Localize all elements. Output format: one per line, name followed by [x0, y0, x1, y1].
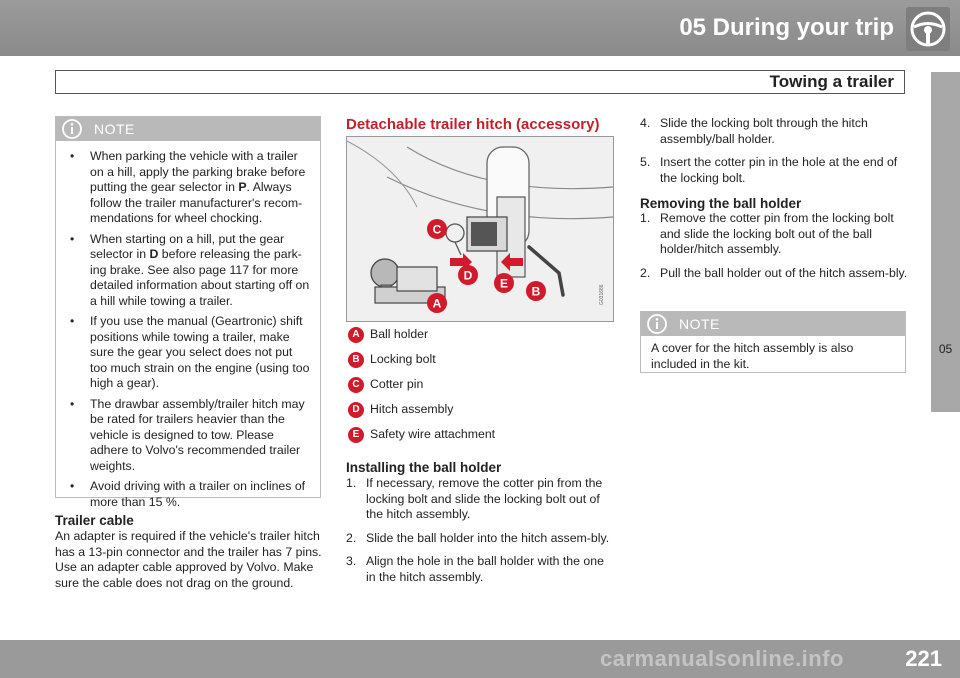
step-item: 2. Slide the ball holder into the hitch assem-bly. [346, 530, 610, 545]
detachable-hitch-heading: Detachable trailer hitch (accessory) [346, 116, 600, 133]
chapter-header-bar [0, 0, 960, 56]
trailer-cable-heading: Trailer cable [55, 513, 134, 528]
continued-steps-section [640, 116, 908, 194]
info-icon [647, 314, 667, 334]
legend-text: Locking bolt [370, 352, 436, 366]
step-item: 1. Remove the cotter pin from the locking bolt and slide the locking bolt out of the ball holder/hitch assembly. [640, 211, 894, 256]
note-box-cover [640, 311, 906, 373]
trailer-cable-section [55, 513, 323, 591]
removing-steps [640, 211, 910, 281]
legend-badge: A [348, 327, 364, 343]
note-bullet: • The drawbar assembly/trailer hitch may be rated for trailers heavier than the vehicle is designed to tow. Please adhere to Volvo's recommended trailer weights. [66, 397, 310, 475]
installing-section [346, 460, 614, 593]
legend-badge: B [348, 352, 364, 368]
figure-label-c: C [432, 222, 442, 237]
step-item: 4. Slide the locking bolt through the hitch assembly/ball holder. [640, 116, 868, 146]
legend-badge: C [348, 377, 364, 393]
figure-label-d: D [463, 268, 473, 283]
legend-text: Ball holder [370, 327, 429, 341]
note-box-parking [55, 116, 321, 509]
note-bullet: • When starting on a hill, put the gear selector in D before releasing the park-ing brake. See also page 117 for more detailed information about starting off on a hill while towing a trailer. [66, 232, 310, 310]
step-item: 5. Insert the cotter pin in the hole at the end of the locking bolt. [640, 155, 898, 185]
note-text: A cover for the hitch assembly is also included in the kit. [651, 341, 854, 371]
figure-code: G031686 [599, 284, 605, 305]
section-title: Towing a trailer [769, 72, 894, 91]
note-bullet: • Avoid driving with a trailer on inclines of more than 15 %. [66, 479, 310, 510]
note-label: NOTE [94, 121, 135, 137]
watermark: carmanualsonline.info [600, 646, 844, 671]
section-header [55, 70, 905, 94]
figure-label-e: E [499, 276, 509, 291]
trailer-hitch-illustration [347, 137, 613, 321]
legend-text: Cotter pin [370, 377, 424, 391]
figure-label-b: B [531, 284, 541, 299]
trailer-cable-text: An adapter is required if the vehicle's trailer hitch has a 13-pin connector and the trailer has 7 pins. Use an adapter cable approved by Volvo. Make sure the cable does not drag on the ground. [55, 529, 322, 590]
note-header [56, 117, 320, 141]
step-item: 3. Align the hole in the ball holder with the one in the hitch assembly. [346, 554, 604, 584]
legend-text: Safety wire attachment [370, 427, 496, 441]
note-header [641, 312, 905, 336]
step-item: 1. If necessary, remove the cotter pin from the locking bolt and slide the locking bolt out of the hitch assembly. [346, 476, 603, 521]
note-label: NOTE [679, 316, 720, 332]
legend-badge: D [348, 402, 364, 418]
removing-section [640, 196, 910, 289]
legend-badge: E [348, 427, 364, 443]
figure-label-a: A [432, 296, 442, 311]
continued-steps [640, 116, 908, 186]
installing-heading: Installing the ball holder [346, 460, 502, 475]
chapter-side-tab [931, 72, 960, 412]
installing-steps [346, 476, 614, 585]
note-bullet-list [66, 149, 310, 510]
trailer-hitch-figure [346, 136, 614, 322]
note-bullet: • When parking the vehicle with a trailer on a hill, apply the parking brake before putting the gear selector in P. Always follow the trailer manufacturer's recom-mendations for wheel chocking. [66, 149, 310, 227]
note-bullet: • If you use the manual (Geartronic) shift positions while towing a trailer, make sure the gear you select does not put too much strain on the engine (using too high a gear). [66, 314, 310, 392]
legend-text: Hitch assembly [370, 402, 454, 416]
note-body [56, 141, 320, 523]
steering-wheel-icon [905, 6, 951, 52]
info-icon [62, 119, 82, 139]
side-tab-label: 05 [938, 342, 953, 356]
step-item: 2. Pull the ball holder out of the hitch assem-bly. [640, 265, 908, 280]
page-number: 221 [905, 646, 942, 671]
chapter-title: 05 During your trip [679, 14, 894, 41]
removing-heading: Removing the ball holder [640, 196, 802, 211]
